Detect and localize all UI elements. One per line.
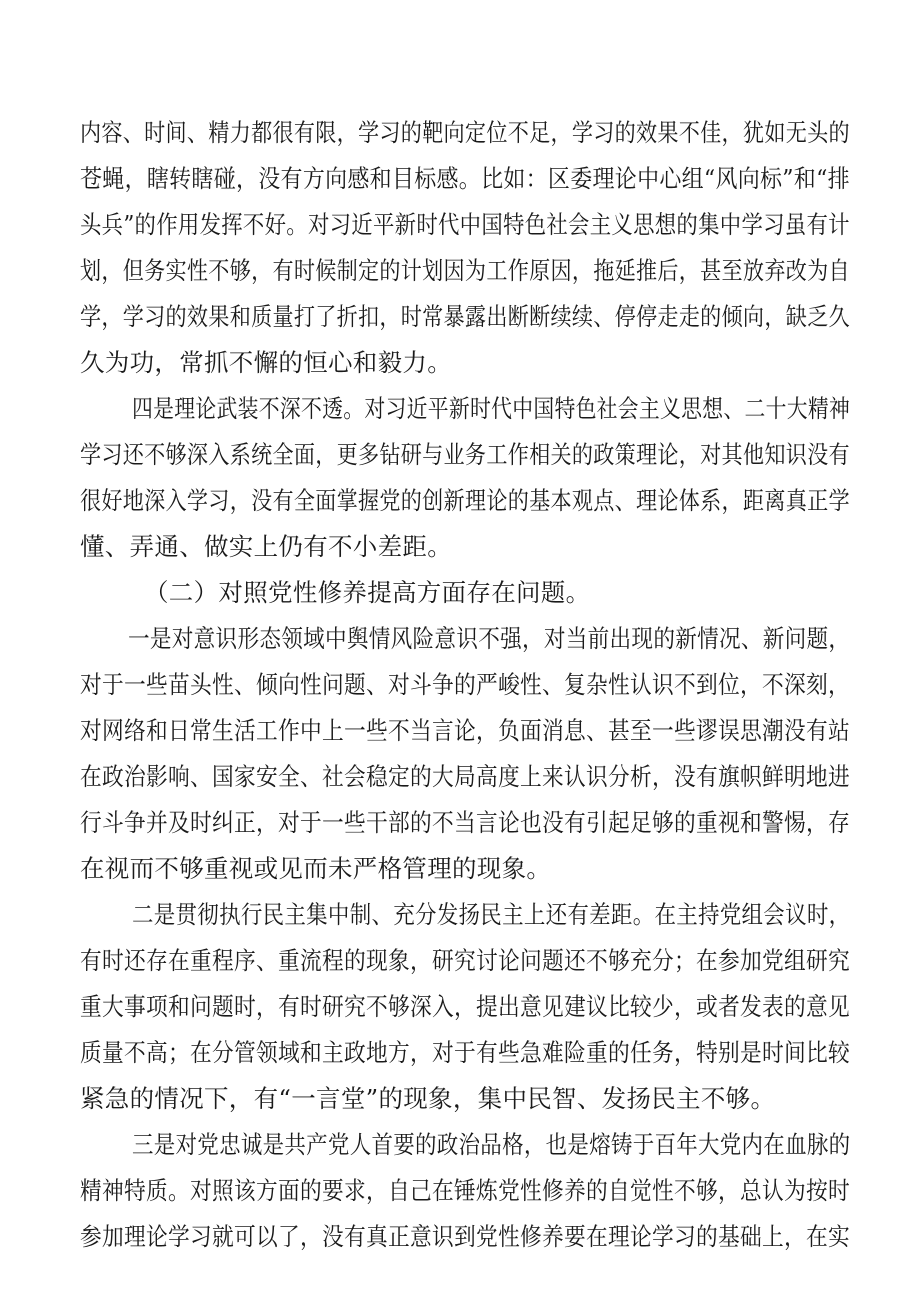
text-line: 很好地深入学习，没有全面掌握党的创新理论的基本观点、理论体系，距离真正学	[80, 486, 850, 515]
text-line: 重大事项和问题时，有时研究不够深入，提出意见建议比较少，或者发表的意见	[80, 992, 851, 1021]
text-line: 在视而不够重视或见而未严格管理的现象。	[80, 854, 552, 883]
text-line: 四是理论武装不深不透。对习近平新时代中国特色社会主义思想、二十大精神	[132, 394, 851, 423]
text-line: 紧急的情况下，有“一言堂”的现象，集中民智、发扬民主不够。	[80, 1084, 776, 1113]
text-line: 在政治影响、国家安全、社会稳定的大局高度上来认识分析，没有旗帜鲜明地进	[80, 762, 851, 791]
text-line: 对于一些苗头性、倾向性问题、对斗争的严峻性、复杂性认识不到位，不深刻，	[80, 670, 851, 699]
text-line: 质量不高；在分管领域和主政地方，对于有些急难险重的任务，特别是时间比较	[80, 1038, 851, 1067]
text-line: 一是对意识形态领域中舆情风险意识不强，对当前出现的新情况、新问题，	[128, 624, 851, 653]
text-line: 学，学习的效果和质量打了折扣，时常暴露出断断续续、停停走走的倾向，缺乏久	[80, 302, 850, 331]
text-line: 二是贯彻执行民主集中制、充分发扬民主上还有差距。在主持党组会议时，	[132, 900, 851, 929]
text-line: 有时还存在重程序、重流程的现象，研究讨论问题还不够充分；在参加党组研究	[80, 946, 851, 975]
text-line: 久为功，常抓不懈的恒心和毅力。	[80, 348, 452, 377]
text-line: 对网络和日常生活工作中上一些不当言论，负面消息、甚至一些谬误思潮没有站	[80, 716, 851, 745]
text-line: 学习还不够深入系统全面，更多钻研与业务工作相关的政策理论，对其他知识没有	[80, 440, 850, 469]
text-line: 三是对党忠诚是共产党人首要的政治品格，也是熔铸于百年大党内在血脉的	[132, 1130, 851, 1159]
text-line: 内容、时间、精力都很有限，学习的靶向定位不足，学习的效果不佳，犹如无头的	[80, 118, 850, 147]
text-line: 头兵”的作用发挥不好。对习近平新时代中国特色社会主义思想的集中学习虽有计	[80, 210, 850, 239]
text-line: 行斗争并及时纠正，对于一些干部的不当言论也没有引起足够的重视和警惕，存	[80, 808, 851, 837]
text-line: 苍蝇，瞎转瞎碰，没有方向感和目标感。比如：区委理论中心组“风向标”和“排	[80, 164, 850, 193]
section-heading: （二）对照党性修养提高方面存在问题。	[144, 578, 591, 607]
text-line: 懂、弄通、做实上仍有不小差距。	[80, 532, 452, 561]
text-line: 划，但务实性不够，有时候制定的计划因为工作原因，拖延推后，甚至放弃改为自	[80, 256, 850, 285]
text-line: 参加理论学习就可以了，没有真正意识到党性修养要在理论学习的基础上，在实	[80, 1222, 851, 1251]
text-line: 精神特质。对照该方面的要求，自己在锤炼党性修养的自觉性不够，总认为按时	[80, 1176, 851, 1205]
